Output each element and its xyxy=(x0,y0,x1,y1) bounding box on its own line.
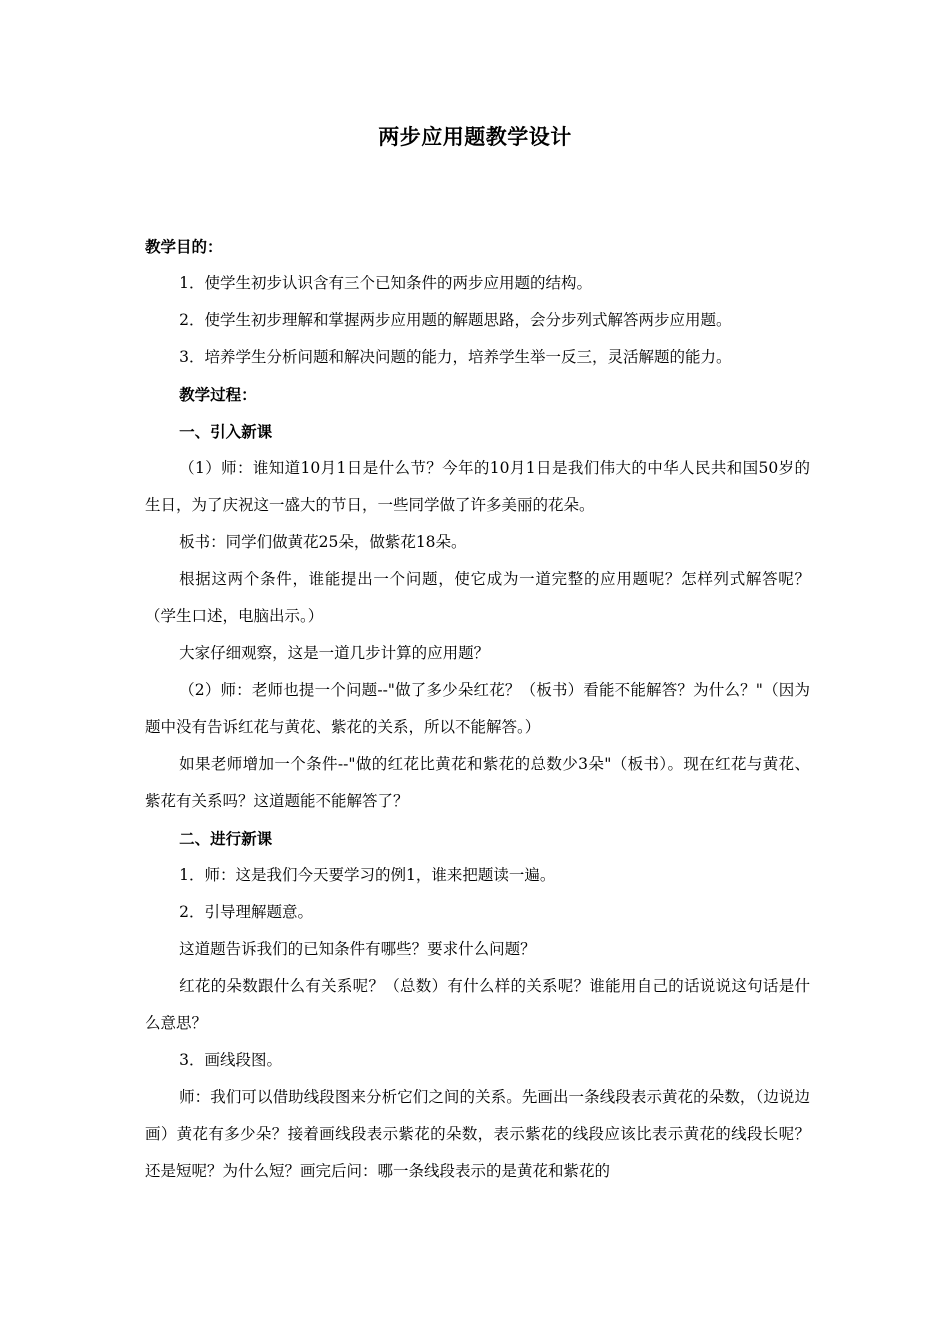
paragraph: 这道题告诉我们的已知条件有哪些？要求什么问题？ xyxy=(179,940,536,958)
paragraph: 大家仔细观察，这是一道几步计算的应用题？ xyxy=(179,644,490,662)
paragraph: 教学目的： xyxy=(145,237,223,256)
paragraph: 师：我们可以借助线段图来分析它们之间的关系。先画出一条线段表示黄花的朵数，（边说边画）黄花有多少朵？接着画线段表示紫花的朵数，表示紫花的线段应该比表示黄花的线段长呢？还是短呢？为什么短？画完后问：哪一条线段表示的是黄花和紫花的 xyxy=(145,1088,810,1180)
paragraph: 3．培养学生分析问题和解决问题的能力，培养学生举一反三，灵活解题的能力。 xyxy=(179,348,732,366)
section-heading: 二、进行新课 xyxy=(179,829,273,848)
paragraph: （1）师：谁知道10月1日是什么节？今年的10月1日是我们伟大的中华人民共和国50岁的生日，为了庆祝这一盛大的节日，一些同学做了许多美丽的花朵。 xyxy=(145,459,810,514)
paragraph: 教学过程： xyxy=(179,385,257,404)
paragraph: 1．使学生初步认识含有三个已知条件的两步应用题的结构。 xyxy=(179,274,592,292)
paragraph: 红花的朵数跟什么有关系呢？（总数）有什么样的关系呢？谁能用自己的话说说这句话是什么意思？ xyxy=(145,977,810,1032)
paragraph: （2）师：老师也提一个问题--"做了多少朵红花？（板书）看能不能解答？为什么？"（因为题中没有告诉红花与黄花、紫花的关系，所以不能解答。） xyxy=(145,681,810,736)
paragraph: 2．引导理解题意。 xyxy=(179,903,313,921)
document-title: 两步应用题教学设计 xyxy=(378,124,572,149)
paragraph: 板书：同学们做黄花25朵，做紫花18朵。 xyxy=(179,533,467,551)
paragraph: 3．画线段图。 xyxy=(179,1051,282,1069)
paragraph: 2．使学生初步理解和掌握两步应用题的解题思路，会分步列式解答两步应用题。 xyxy=(179,311,732,329)
section-heading: 一、引入新课 xyxy=(179,422,273,441)
paragraph: 根据这两个条件，谁能提出一个问题，使它成为一道完整的应用题呢？怎样列式解答呢？（学生口述，电脑出示。） xyxy=(145,570,810,625)
document-body xyxy=(145,228,810,1190)
paragraph: 1．师：这是我们今天要学习的例1，谁来把题读一遍。 xyxy=(179,866,556,884)
paragraph: 如果老师增加一个条件--"做的红花比黄花和紫花的总数少3朵"（板书）。现在红花与黄花、紫花有关系吗？这道题能不能解答了？ xyxy=(145,755,810,810)
